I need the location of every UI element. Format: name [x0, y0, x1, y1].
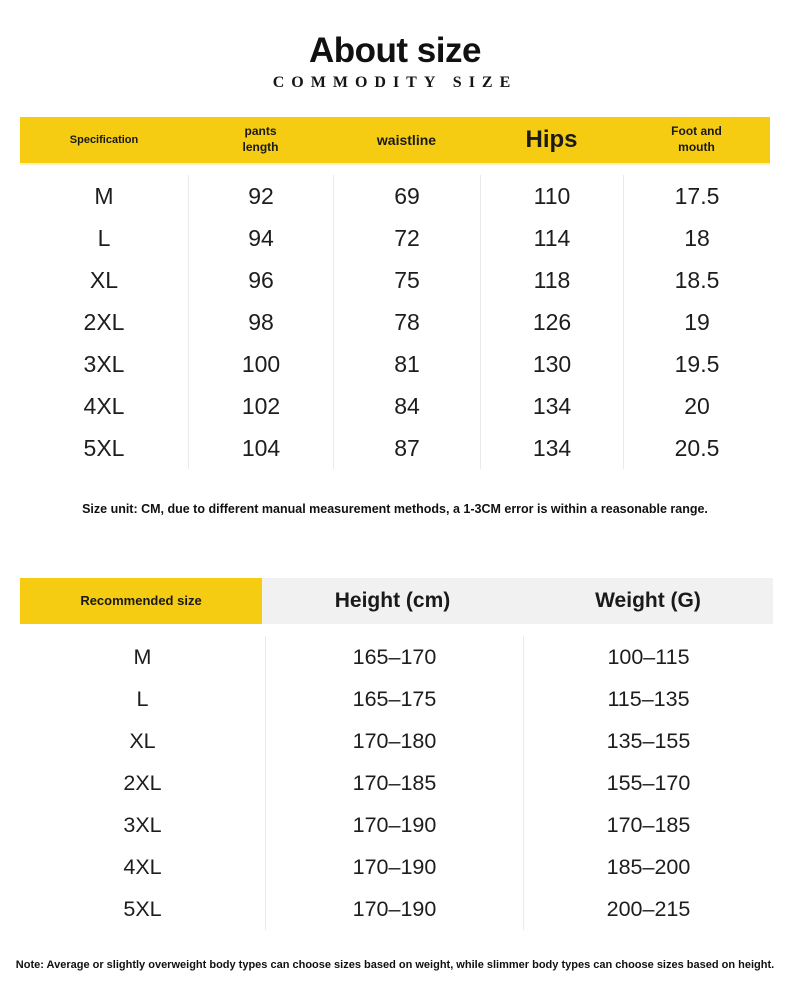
fit-table-body	[20, 636, 773, 930]
waistline-value: 69	[333, 175, 480, 217]
size-label: 4XL	[123, 854, 162, 879]
foot-value: 18.5	[623, 259, 770, 301]
weight-range-value: 170–185	[523, 804, 773, 846]
pants-length-value: 104	[188, 427, 333, 469]
hips-value: 130	[480, 343, 623, 385]
hips-value: 118	[480, 259, 623, 301]
size-table-header-specification: Specification	[69, 133, 139, 146]
size-label: XL	[89, 266, 119, 293]
table-row	[20, 175, 770, 217]
foot-value: 20.5	[623, 427, 770, 469]
weight-range-value: 155–170	[523, 762, 773, 804]
weight-range-value: 115–135	[523, 678, 773, 720]
foot-value: 20	[623, 385, 770, 427]
page-title: About size	[309, 31, 481, 70]
size-table-header-waistline: waistline	[376, 131, 437, 148]
size-label: L	[136, 686, 149, 711]
pants-length-value: 92	[188, 175, 333, 217]
waistline-value: 84	[333, 385, 480, 427]
pants-length-value: 98	[188, 301, 333, 343]
foot-value: 18	[623, 217, 770, 259]
foot-value: 19.5	[623, 343, 770, 385]
size-label: L	[97, 224, 111, 251]
size-label: M	[94, 182, 114, 209]
title-block	[0, 32, 790, 92]
height-range-value: 170–190	[265, 846, 523, 888]
table-row	[20, 301, 770, 343]
table-row	[20, 720, 773, 762]
pants-length-value: 102	[188, 385, 333, 427]
waistline-value: 87	[333, 427, 480, 469]
height-range-value: 165–175	[265, 678, 523, 720]
size-label: 2XL	[123, 770, 162, 795]
foot-value: 17.5	[623, 175, 770, 217]
pants-length-value: 96	[188, 259, 333, 301]
size-label: XL	[129, 728, 156, 753]
table-row	[20, 385, 770, 427]
waistline-value: 81	[333, 343, 480, 385]
fit-table-header-weight: Weight (G)	[595, 589, 701, 613]
weight-range-value: 135–155	[523, 720, 773, 762]
size-label: 2XL	[83, 308, 125, 335]
pants-length-value: 94	[188, 217, 333, 259]
weight-range-value: 200–215	[523, 888, 773, 930]
weight-range-value: 185–200	[523, 846, 773, 888]
size-table-header-foot-and-mouth-label: Foot and mouth	[671, 124, 722, 154]
size-label: 4XL	[83, 392, 125, 419]
waistline-value: 72	[333, 217, 480, 259]
fit-advice-note: Note: Average or slightly overweight body types can choose sizes based on weight, while slimmer body types can choose sizes based on height.	[15, 959, 775, 971]
size-unit-note: Size unit: CM, due to different manual measurement methods, a 1-3CM error is within a reasonable range.	[82, 502, 708, 516]
size-table-body	[20, 175, 770, 469]
table-row	[20, 217, 770, 259]
hips-value: 114	[480, 217, 623, 259]
size-label: M	[133, 644, 152, 669]
size-table-header-pants-length	[188, 117, 333, 163]
size-label: 3XL	[123, 812, 162, 837]
size-label: 3XL	[83, 350, 125, 377]
table-row	[20, 427, 770, 469]
table-row	[20, 678, 773, 720]
hips-value: 126	[480, 301, 623, 343]
fit-table-header-recommended-size: Recommended size	[20, 578, 262, 624]
height-range-value: 170–190	[265, 888, 523, 930]
size-table-header	[20, 117, 770, 163]
weight-range-value: 100–115	[523, 636, 773, 678]
height-range-value: 170–190	[265, 804, 523, 846]
waistline-value: 78	[333, 301, 480, 343]
table-row	[20, 343, 770, 385]
page-subtitle: COMMODITY SIZE	[272, 73, 518, 91]
height-range-value: 170–185	[265, 762, 523, 804]
size-label: 5XL	[83, 434, 125, 461]
size-table-header-hips: Hips	[525, 126, 578, 154]
size-label: 5XL	[123, 896, 162, 921]
table-row	[20, 259, 770, 301]
table-row	[20, 762, 773, 804]
table-row	[20, 804, 773, 846]
table-row	[20, 888, 773, 930]
size-table-header-foot-and-mouth	[623, 117, 770, 163]
hips-value: 134	[480, 427, 623, 469]
height-range-value: 165–170	[265, 636, 523, 678]
fit-table-header-height: Height (cm)	[334, 589, 451, 613]
table-row	[20, 636, 773, 678]
fit-table-header	[20, 578, 773, 624]
hips-value: 110	[480, 175, 623, 217]
height-range-value: 170–180	[265, 720, 523, 762]
pants-length-value: 100	[188, 343, 333, 385]
size-table-header-pants-length-label: pants length	[242, 124, 279, 154]
table-row	[20, 846, 773, 888]
hips-value: 134	[480, 385, 623, 427]
foot-value: 19	[623, 301, 770, 343]
waistline-value: 75	[333, 259, 480, 301]
